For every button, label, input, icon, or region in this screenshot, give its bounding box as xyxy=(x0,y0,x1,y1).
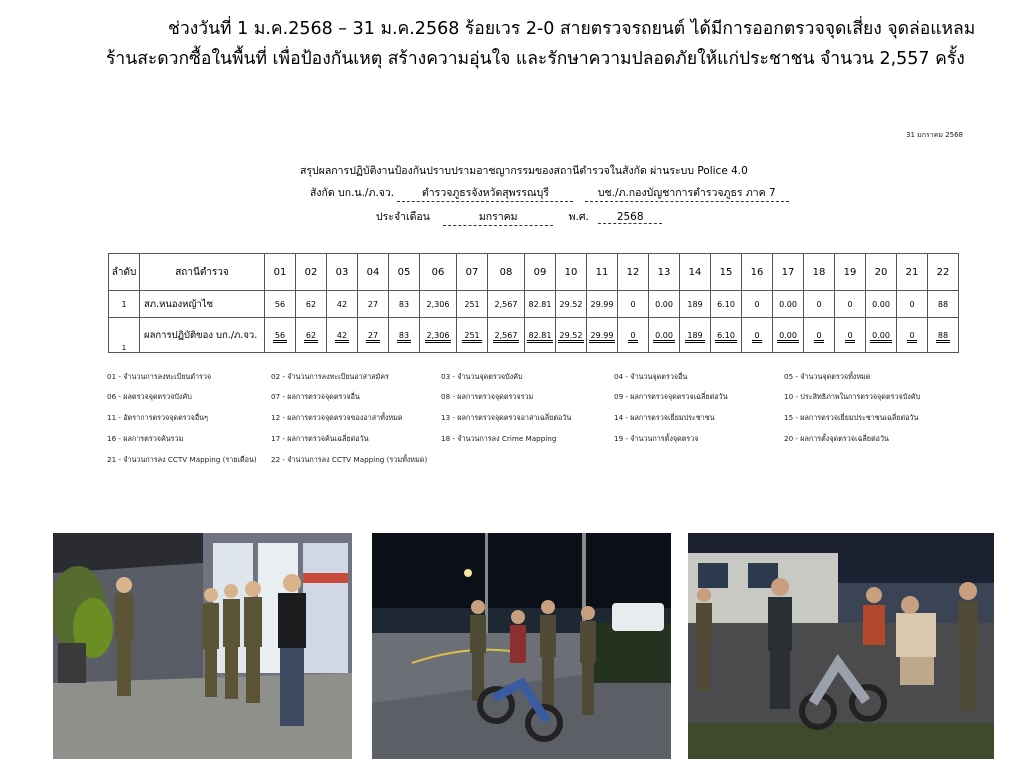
photo-night-inspection xyxy=(688,533,994,759)
legend-item: 07 - ผลการตรวจจุดตรวจอื่น xyxy=(271,392,360,401)
value-cell: 251 xyxy=(457,291,488,318)
value-cell: 29.52 xyxy=(556,291,587,318)
value-cell: 189 xyxy=(680,318,711,353)
header-cell: 14 xyxy=(680,254,711,291)
header-cell: 20 xyxy=(866,254,897,291)
value-cell: 29.52 xyxy=(556,318,587,353)
value-cell: 56 xyxy=(265,318,296,353)
value-cell: 6.10 xyxy=(711,318,742,353)
value-cell: 62 xyxy=(296,318,327,353)
value-cell: 189 xyxy=(680,291,711,318)
header-cell: 13 xyxy=(649,254,680,291)
legend-item: 13 - ผลการตรวจจุดตรวจอาสาเฉลี่ยต่อวัน xyxy=(441,413,572,422)
value-cell: 82.81 xyxy=(525,318,556,353)
header-cell: 19 xyxy=(835,254,866,291)
month-label: ประจำเดือน xyxy=(376,211,430,223)
header-cell: 04 xyxy=(358,254,389,291)
legend-item: 05 - จำนวนจุดตรวจทั้งหมด xyxy=(784,372,871,381)
value-cell: 27 xyxy=(358,291,389,318)
value-cell: 0.00 xyxy=(773,291,804,318)
value-cell: 88 xyxy=(928,291,959,318)
value-cell: 29.99 xyxy=(587,318,618,353)
value-cell: 0 xyxy=(804,318,835,353)
header-cell: 09 xyxy=(525,254,556,291)
value-cell: 62 xyxy=(296,291,327,318)
legend-item: 10 - ประสิทธิภาพในการตรวจจุดตรวจบังคับ xyxy=(784,392,921,401)
affiliation-value: ตำรวจภูธรจังหวัดสุพรรณบุรี xyxy=(397,184,573,202)
header-cell: 05 xyxy=(389,254,420,291)
table-header-row xyxy=(109,254,959,291)
header-cell: 11 xyxy=(587,254,618,291)
legend-item: 09 - ผลการตรวจจุดตรวจเฉลี่ยต่อวัน xyxy=(614,392,728,401)
value-cell: 0.00 xyxy=(866,291,897,318)
header-cell: 06 xyxy=(420,254,457,291)
header-cell: 12 xyxy=(618,254,649,291)
performance-table xyxy=(108,253,959,353)
legend-item: 20 - ผลการตั้งจุดตรวจเฉลี่ยต่อวัน xyxy=(784,434,889,443)
legend-item: 18 - จำนวนการลง Crime Mapping xyxy=(441,434,557,443)
value-cell: 0 xyxy=(897,291,928,318)
header-cell: 17 xyxy=(773,254,804,291)
value-cell: 0.00 xyxy=(866,318,897,353)
legend-item: 15 - ผลการตรวจเยี่ยมประชาชนเฉลี่ยต่อวัน xyxy=(784,413,919,422)
value-cell: 0 xyxy=(835,318,866,353)
value-cell: 42 xyxy=(327,291,358,318)
value-cell: 0.00 xyxy=(773,318,804,353)
header-cell: 22 xyxy=(928,254,959,291)
year-label: พ.ศ. xyxy=(568,211,589,223)
station-name: สภ.หนองหญ้าไซ xyxy=(140,291,265,318)
legend-item: 04 - จำนวนจุดตรวจอื่น xyxy=(614,372,688,381)
value-cell: 0 xyxy=(618,291,649,318)
legend-item: 16 - ผลการตรวจค้นรวม xyxy=(107,434,184,443)
value-cell: 0.00 xyxy=(649,318,680,353)
header-cell: 07 xyxy=(457,254,488,291)
summary-name: ผลการปฏิบัติของ บก./ภ.จว. xyxy=(140,318,265,353)
legend-item: 19 - จำนวนการตั้งจุดตรวจ xyxy=(614,434,699,443)
value-cell: 0 xyxy=(742,318,773,353)
legend-item: 21 - จำนวนการลง CCTV Mapping (รายเดือน) xyxy=(107,455,257,464)
header-cell: 16 xyxy=(742,254,773,291)
header-cell: 08 xyxy=(488,254,525,291)
value-cell: 251 xyxy=(457,318,488,353)
value-cell: 42 xyxy=(327,318,358,353)
affiliation-line xyxy=(310,184,789,202)
header-cell: 01 xyxy=(265,254,296,291)
row-index: 1 xyxy=(109,318,140,353)
legend-item: 14 - ผลการตรวจเยี่ยมประชาชน xyxy=(614,413,715,422)
value-cell: 0 xyxy=(835,291,866,318)
document-date: 31 มกราคม 2568 xyxy=(906,131,964,139)
legend-item: 17 - ผลการตรวจค้นเฉลี่ยต่อวัน xyxy=(271,434,369,443)
value-cell: 0 xyxy=(742,291,773,318)
value-cell: 88 xyxy=(928,318,959,353)
value-cell: 2,306 xyxy=(420,318,457,353)
value-cell: 0 xyxy=(804,291,835,318)
division-label: บช./ภ.กองบัญชาการตำรวจภูธร ภาค 7 xyxy=(585,184,789,202)
table-row xyxy=(109,291,959,318)
legend-item: 08 - ผลการตรวจจุดตรวจรวม xyxy=(441,392,534,401)
intro-paragraph xyxy=(0,14,1024,74)
legend-item: 06 - ผลตรวจจุดตรวจบังคับ xyxy=(107,392,192,401)
value-cell: 0 xyxy=(897,318,928,353)
value-cell: 83 xyxy=(389,291,420,318)
row-index: 1 xyxy=(109,291,140,318)
legend-item: 02 - จำนวนการลงทะเบียนอาสาสมัคร xyxy=(271,372,389,381)
legend-item: 22 - จำนวนการลง CCTV Mapping (รวมทั้งหมด) xyxy=(271,455,428,464)
legend-item: 03 - จำนวนจุดตรวจบังคับ xyxy=(441,372,523,381)
year-value: 2568 xyxy=(598,211,662,224)
value-cell: 2,567 xyxy=(488,318,525,353)
photo-road-checkpoint xyxy=(372,533,671,759)
period-line xyxy=(376,208,662,226)
intro-line-1: ช่วงวันที่ 1 ม.ค.2568 – 31 ม.ค.2568 ร้อยเวร 2-0 สายตรวจรถยนต์ ได้มีการออกตรวจจุดเสี่ยง จุดล่อแหลม xyxy=(168,19,976,39)
header-cell: 18 xyxy=(804,254,835,291)
legend-item: 11 - อัตราการตรวจจุดตรวจอื่นๆ xyxy=(107,413,208,422)
month-value: มกราคม xyxy=(443,208,553,226)
header-cell: 15 xyxy=(711,254,742,291)
header-cell: 02 xyxy=(296,254,327,291)
header-cell: 03 xyxy=(327,254,358,291)
table-row-summary xyxy=(109,318,959,353)
legend-item: 12 - ผลการตรวจจุดตรวจของอาสาทั้งหมด xyxy=(271,413,403,422)
document-title: สรุปผลการปฏิบัติงานป้องกันปราบปรามอาชญากรรมของสถานีตำรวจในสังกัด ผ่านระบบ Police 4.0 xyxy=(300,165,748,177)
header-cell: 21 xyxy=(897,254,928,291)
header-cell: สถานีตำรวจ xyxy=(140,254,265,291)
value-cell: 56 xyxy=(265,291,296,318)
value-cell: 27 xyxy=(358,318,389,353)
value-cell: 2,567 xyxy=(488,291,525,318)
value-cell: 83 xyxy=(389,318,420,353)
photo-store-patrol xyxy=(53,533,352,759)
value-cell: 0 xyxy=(618,318,649,353)
intro-line-2: ร้านสะดวกซื้อในพื้นที่ เพื่อป้องกันเหตุ สร้างความอุ่นใจ และรักษาความปลอดภัยให้แก่ประชาชน จำนวน 2,557 ครั้ง xyxy=(106,49,965,69)
value-cell: 6.10 xyxy=(711,291,742,318)
header-cell: ลำดับ xyxy=(109,254,140,291)
value-cell: 2,306 xyxy=(420,291,457,318)
legend-item: 01 - จำนวนการลงทะเบียนตำรวจ xyxy=(107,372,212,381)
header-cell: 10 xyxy=(556,254,587,291)
value-cell: 82.81 xyxy=(525,291,556,318)
value-cell: 0.00 xyxy=(649,291,680,318)
value-cell: 29.99 xyxy=(587,291,618,318)
affiliation-label: สังกัด บก.น./ภ.จว. xyxy=(310,187,395,199)
